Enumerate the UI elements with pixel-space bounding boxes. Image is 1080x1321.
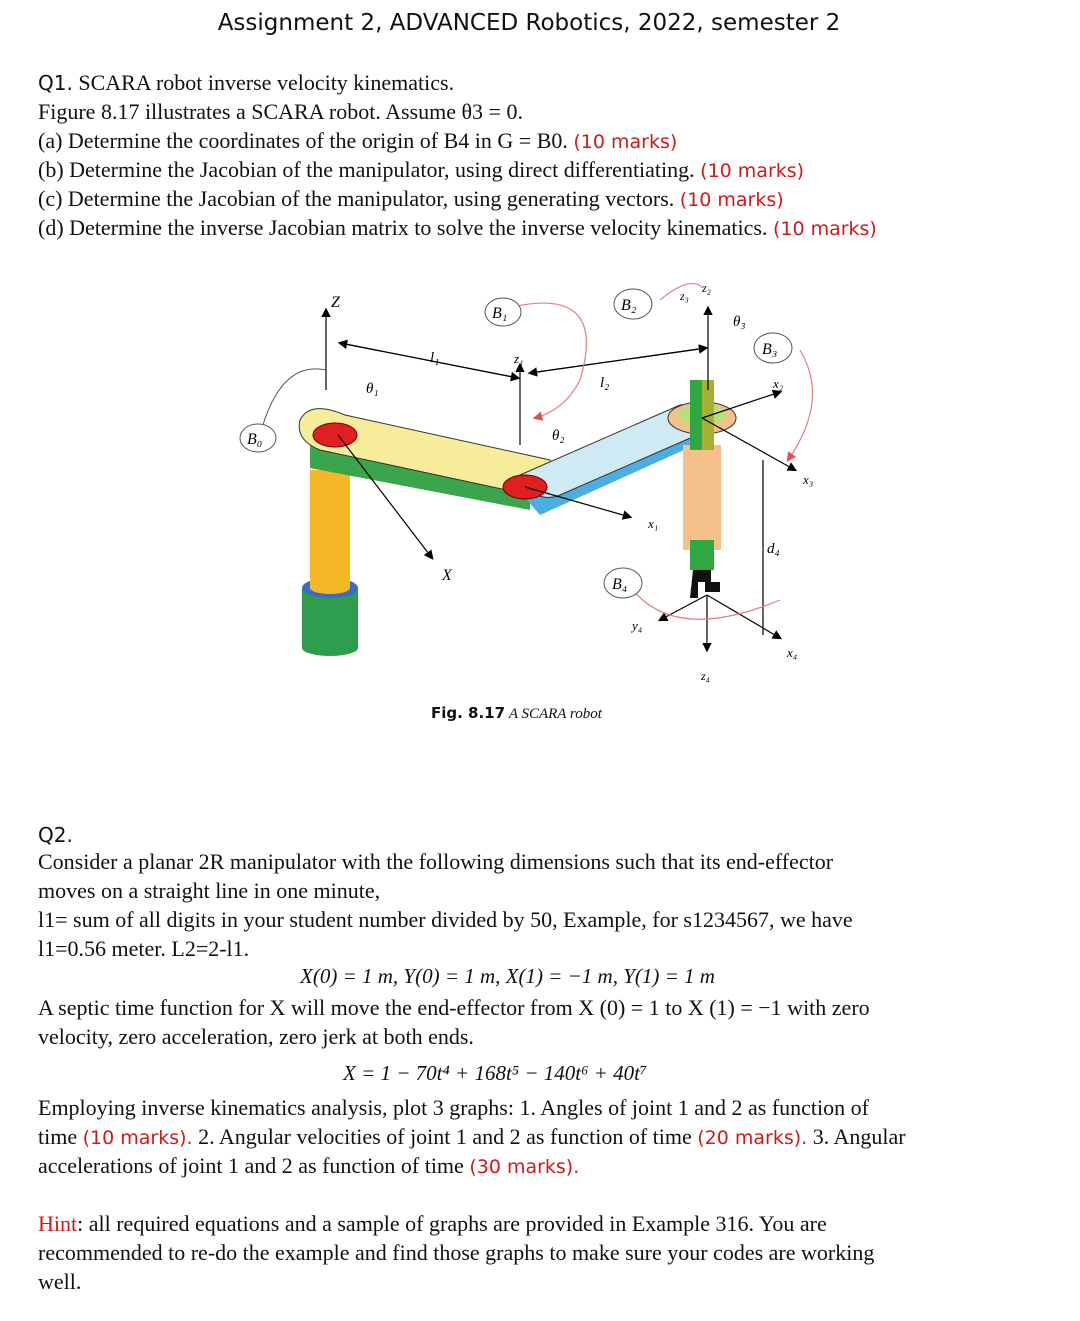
q2-septic-equation: X = 1 − 70t⁴ + 168t⁵ − 140t⁶ + 40t⁷ — [343, 1061, 648, 1085]
q2-line-9 — [38, 1153, 579, 1180]
label-x1: x₁ — [648, 516, 659, 531]
q1-part-b-text: (b) Determine the Jacobian of the manipulator, using direct differentiating. — [38, 157, 695, 182]
assignment-title: Assignment 2, ADVANCED Robotics, 2022, semester 2 — [217, 10, 841, 36]
q1-part-a-marks: (10 marks) — [573, 131, 678, 153]
q1-part-c-text: (c) Determine the Jacobian of the manipulator, using generating vectors. — [38, 186, 675, 211]
svg-text:B₃: B₃ — [762, 341, 778, 358]
q1-part-d-marks: (10 marks) — [772, 218, 877, 240]
hint-line-1-text: : all required equations and a sample of graphs are provided in Example 316. You are — [77, 1211, 827, 1236]
q1-part-d-text: (d) Determine the inverse Jacobian matrix to solve the inverse velocity kinematics. — [38, 215, 768, 240]
q1-part-c — [38, 186, 784, 213]
label-b3 — [754, 333, 792, 363]
q2-line-8a: time — [38, 1124, 78, 1149]
svg-text:B₂: B₂ — [621, 297, 637, 314]
label-b4 — [604, 568, 642, 598]
hint-line-3: well. — [38, 1269, 82, 1294]
q1-part-a — [38, 128, 677, 155]
label-l1: l₁ — [430, 350, 440, 366]
q1-part-b-marks: (10 marks) — [700, 160, 805, 182]
q2-line-8b: 2. Angular velocities of joint 1 and 2 as function of time — [198, 1124, 692, 1149]
label-l2: l₂ — [600, 375, 610, 391]
q2-marks-3: (30 marks). — [469, 1156, 580, 1178]
q1-part-b — [38, 157, 804, 184]
hint-line-2: recommended to re-do the example and find those graphs to make sure your codes are working — [38, 1240, 875, 1265]
q2-label: Q2. — [38, 823, 73, 847]
svg-text:B₁: B₁ — [492, 305, 508, 322]
label-x4: x₄ — [787, 645, 798, 660]
label-theta3: θ₃ — [733, 314, 746, 330]
q2-line-8 — [38, 1124, 906, 1151]
svg-text:B₄: B₄ — [612, 576, 628, 593]
q1-label: Q1. — [38, 71, 73, 95]
svg-text:B₀: B₀ — [247, 431, 263, 448]
label-z2: z₂ — [702, 281, 711, 295]
q1-part-a-text: (a) Determine the coordinates of the origin of B4 in G = B0. — [38, 128, 568, 153]
q1-heading: SCARA robot inverse velocity kinematics. — [78, 70, 455, 95]
scara-robot-figure — [220, 270, 840, 690]
q1-part-d — [38, 215, 877, 242]
label-theta1: θ₁ — [366, 381, 379, 397]
q2-line-4: l1=0.56 meter. L2=2-l1. — [38, 936, 250, 961]
joint-3-assembly — [668, 380, 736, 598]
label-b2 — [614, 289, 652, 319]
label-Z: Z — [331, 294, 340, 311]
label-x3: x₃ — [803, 472, 814, 487]
label-b1 — [485, 298, 521, 326]
figure-caption — [431, 704, 602, 723]
label-z1: z₁ — [514, 351, 524, 366]
q2-line-3: l1= sum of all digits in your student number divided by 50, Example, for s1234567, we have — [38, 907, 853, 932]
q2-line-2: moves on a straight line in one minute, — [38, 878, 381, 903]
label-z3: z₃ — [680, 289, 689, 303]
label-X: X — [442, 567, 452, 584]
label-b0 — [240, 424, 276, 452]
q2-line-1: Consider a planar 2R manipulator with the following dimensions such that its end-effector — [38, 849, 834, 874]
q2-line-8c: 3. Angular — [812, 1124, 906, 1149]
q2-line-7: Employing inverse kinematics analysis, plot 3 graphs: 1. Angles of joint 1 and 2 as function of — [38, 1095, 869, 1120]
caption-text: A SCARA robot — [508, 706, 602, 722]
hint-word: Hint — [38, 1211, 78, 1236]
caption-label: Fig. 8.17 — [431, 704, 506, 722]
q2-line-6: velocity, zero acceleration, zero jerk at both ends. — [38, 1024, 474, 1049]
q1-intro: Figure 8.17 illustrates a SCARA robot. Assume θ3 = 0. — [38, 99, 523, 124]
q1-part-c-marks: (10 marks) — [679, 189, 784, 211]
robot-base — [302, 470, 358, 656]
label-z4: z₄ — [701, 669, 710, 683]
label-theta2: θ₂ — [552, 428, 565, 444]
label-x2: x₂ — [773, 376, 784, 391]
q2-boundary-conditions: X(0) = 1 m, Y(0) = 1 m, X(1) = −1 m, Y(1) = 1 m — [300, 964, 715, 988]
label-y4: y₄ — [632, 618, 643, 633]
q2-line-5: A septic time function for X will move the end-effector from X (0) = 1 to X (1) = −1 with zero — [38, 995, 870, 1020]
hint-line-1 — [38, 1211, 827, 1237]
q2-line-9a: accelerations of joint 1 and 2 as function of time — [38, 1153, 464, 1178]
q2-marks-2: (20 marks). — [697, 1127, 808, 1149]
label-d4: d₄ — [767, 541, 780, 557]
q2-marks-1: (10 marks). — [82, 1127, 193, 1149]
q1-heading-line — [38, 70, 454, 96]
